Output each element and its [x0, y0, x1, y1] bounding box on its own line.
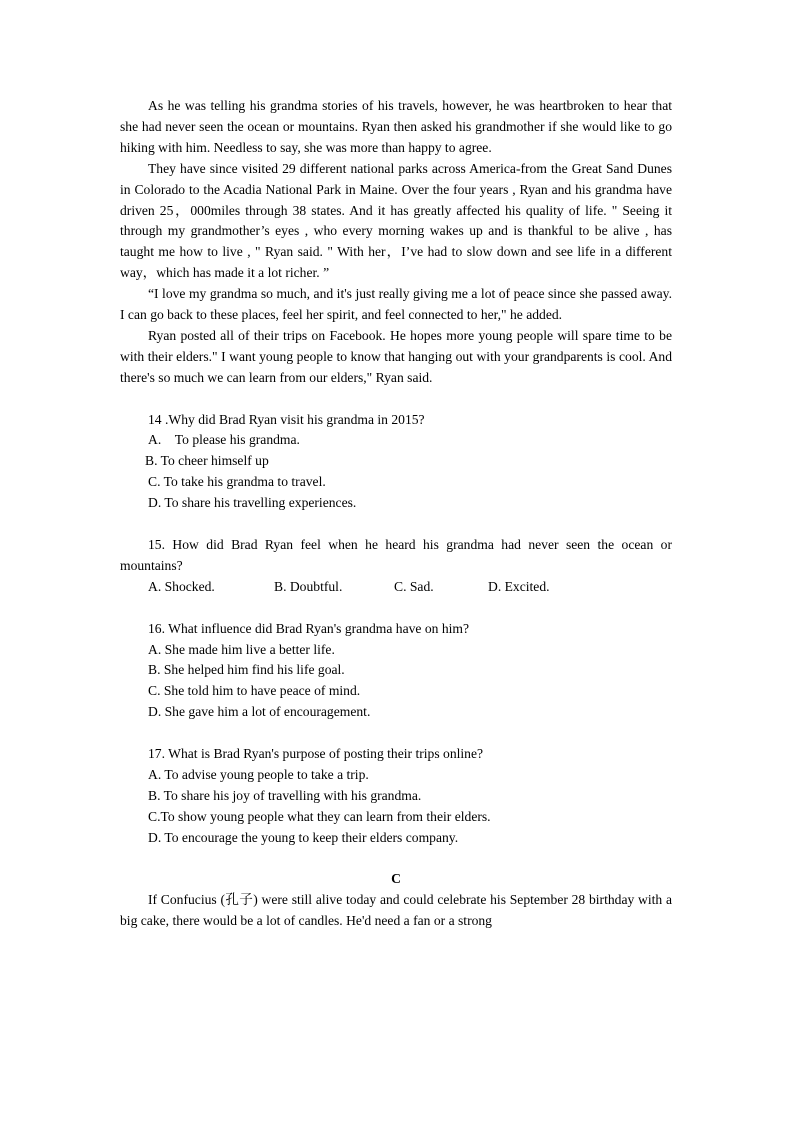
option-d: D. Excited. — [488, 578, 550, 594]
passage-paragraph-3: “I love my grandma so much, and it's just really giving me a lot of peace since she passed away. I can go back to these places, feel her spirit, and feel connected to her," he added. — [120, 286, 672, 323]
option-a: A. Shocked. — [148, 578, 215, 594]
question-16 — [120, 619, 672, 724]
spacer — [120, 514, 672, 535]
option-d: D. To encourage the young to keep their elders company. — [148, 829, 459, 845]
option-b: B. To cheer himself up — [145, 453, 269, 469]
option-a: A. To please his grandma. — [148, 432, 300, 448]
option-c: C.To show young people what they can learn from their elders. — [148, 808, 491, 824]
spacer — [120, 389, 672, 410]
passage-paragraph-2: They have since visited 29 different national parks across America-from the Great Sand Dunes in Colorado to the Acadia National Park in Maine. Over the four years , Ryan and his grandma have driven 25，000miles through 38 states. And it has greatly affected his quality of life. " Seeing it through my grandmother’s eyes , who every morning wakes up and is thankful to be alive , has taught me how to live , " Ryan said. " With her，I’ve had to slow down and see life in a different way，which has made it a lot richer. ” — [120, 160, 672, 281]
spacer — [120, 723, 672, 744]
question-stem: 16. What influence did Brad Ryan's grandma have on him? — [148, 620, 470, 636]
passage-paragraph-4: Ryan posted all of their trips on Facebook. He hopes more young people will spare time to be with their elders." I want young people to know that hanging out with your grandparents is cool. And there's so much we can learn from our elders," Ryan said. — [120, 327, 672, 385]
option-c: C. To take his grandma to travel. — [148, 474, 326, 490]
question-stem: 15. How did Brad Ryan feel when he heard his grandma had never seen the ocean or mountains? — [120, 537, 672, 573]
question-stem: 17. What is Brad Ryan's purpose of posting their trips online? — [148, 746, 484, 762]
options-row — [120, 577, 672, 598]
passage-paragraph-1: As he was telling his grandma stories of his travels, however, he was heartbroken to hear that she had never seen the ocean or mountains. Ryan then asked his grandmother if she would like to go hiking with him. Needless to say, she was more than happy to agree. — [120, 98, 672, 155]
option-b: B. Doubtful. — [274, 578, 343, 594]
option-c: C. Sad. — [394, 578, 434, 594]
document-content — [120, 96, 672, 932]
question-14 — [120, 410, 672, 515]
question-15 — [120, 535, 672, 598]
spacer — [120, 849, 672, 870]
option-a: A. To advise young people to take a trip. — [148, 766, 369, 782]
option-d: D. To share his travelling experiences. — [148, 495, 357, 511]
section-heading: C — [391, 871, 401, 887]
option-a: A. She made him live a better life. — [148, 641, 335, 657]
option-c: C. She told him to have peace of mind. — [148, 683, 361, 699]
question-17 — [120, 744, 672, 849]
option-b: B. She helped him find his life goal. — [148, 662, 345, 678]
spacer — [120, 598, 672, 619]
question-stem: 14 .Why did Brad Ryan visit his grandma in 2015? — [148, 411, 425, 427]
option-b: B. To share his joy of travelling with his grandma. — [148, 787, 422, 803]
section-c-paragraph: If Confucius (孔子) were still alive today and could celebrate his September 28 birthday with a big cake, there would be a lot of candles. He'd need a fan or a strong — [120, 892, 672, 929]
option-d: D. She gave him a lot of encouragement. — [148, 704, 371, 720]
